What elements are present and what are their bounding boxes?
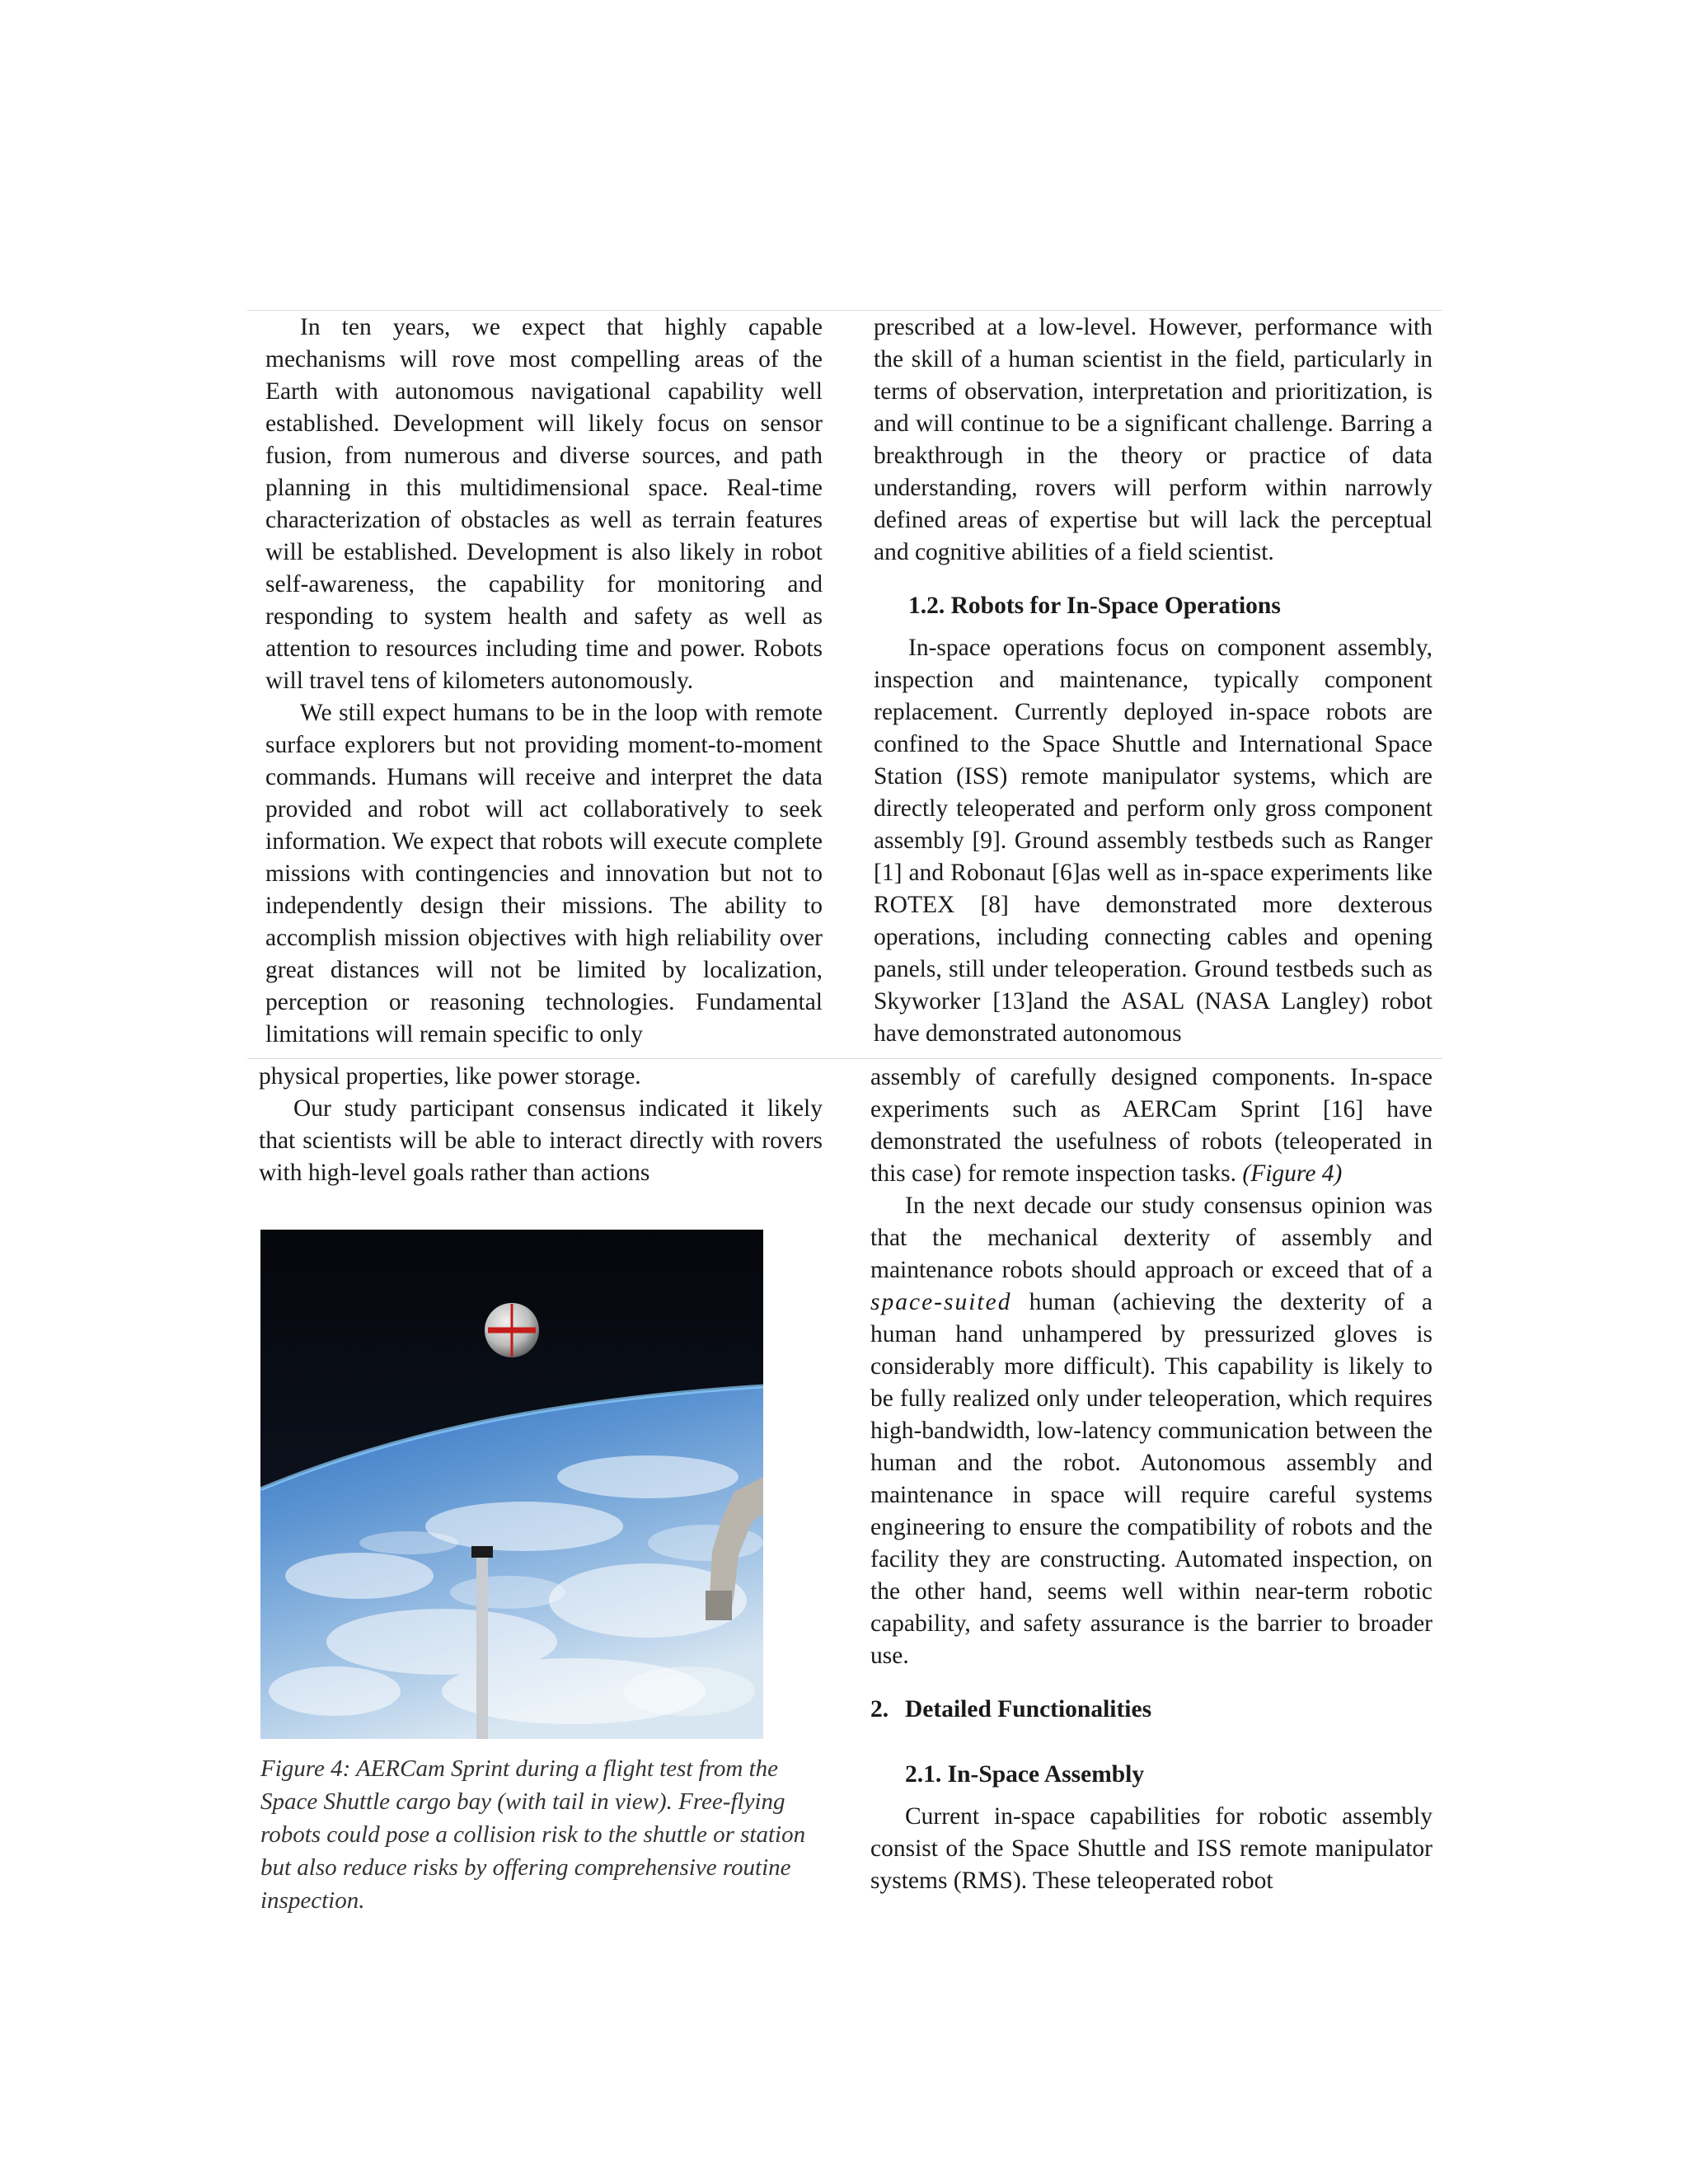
figure-reference[interactable]: (Figure 4) xyxy=(1242,1160,1343,1187)
earth-orbit-photo xyxy=(260,1230,763,1739)
paragraph-text: human (achieving the dexterity of a human hand unhampered by pressurized gloves is considerably more difficult). This capability is likely to be fully realized only under teleoperation, which requires high-bandwidth, low-latency communication between the human and the robot. Autonomous assembly and maintenance in space will require careful systems engineering to ensure the compatibility of robots and the facility they are constructing. Automated inspection, on the other hand, seems well within near-term robotic capability, and safety assurance is the barrier to broader use. xyxy=(870,1289,1433,1669)
paragraph: physical properties, like power storage. xyxy=(259,1063,641,1090)
middle-rule xyxy=(247,1058,1442,1059)
paragraph xyxy=(870,1190,1432,1672)
left-column-lower xyxy=(259,1061,823,1189)
right-column-upper xyxy=(874,312,1432,1050)
paragraph: In ten years, we expect that highly capable mechanisms will rove most compelling areas of the Earth with autonomous navigational capability well established. Development will likely focus on sensor fusion, from numerous and diverse sources, and path planning in this multidimensional space. Real-time characterization of obstacles as well as terrain features will be established. Development is also likely in robot self-awareness, the capability for monitoring and responding to system health and safety as well as attention to resources including time and power. Robots will travel tens of kilometers autonomously. xyxy=(265,314,823,694)
emphasis: space-suited xyxy=(870,1289,1012,1315)
section-heading-2-1: 2.1. In-Space Assembly xyxy=(905,1761,1145,1788)
paragraph: Current in-space capabilities for robotic assembly consist of the Space Shuttle and ISS remote manipulator systems (RMS). These teleoperated robot xyxy=(870,1803,1432,1894)
paragraph: We still expect humans to be in the loop with remote surface explorers but not providing moment-to-moment commands. Humans will receive and interpret the data provided and robot will act collaboratively to seek information. We expect that robots will execute complete missions with contingencies and innovation but not to independently design their missions. The ability to accomplish mission objectives with high reliability over great distances will not be limited by localization, perception or reasoning technologies. Fundamental limitations will remain specific to only xyxy=(265,700,823,1047)
paragraph: Our study participant consensus indicated it likely that scientists will be able to interact directly with rovers with high-level goals rather than actions xyxy=(259,1095,823,1186)
figure-4-image xyxy=(260,1230,763,1739)
top-rule xyxy=(247,310,1442,311)
left-column-upper xyxy=(265,312,823,1051)
section-heading-2 xyxy=(870,1694,1432,1726)
right-column-lower xyxy=(870,1062,1432,1897)
paragraph: prescribed at a low-level. However, performance with the skill of a human scientist in the field, particularly in terms of observation, interpretation and prioritization, is and will continue to be a significant challenge. Barring a breakthrough in the theory or practice of data understanding, rovers will perform within narrowly defined areas of expertise but will lack the perceptual and cognitive abilities of a field scientist. xyxy=(874,314,1432,565)
paragraph-text: In the next decade our study consensus opinion was that the mechanical dexterity of assembly and maintenance robots should approach or exceed that of a xyxy=(870,1193,1432,1283)
paragraph: In-space operations focus on component assembly, inspection and maintenance, typically component replacement. Currently deployed in-space robots are confined to the Space Shuttle and International Space Station (ISS) remote manipulator systems, which are directly teleoperated and perform only gross component assembly [9]. Ground assembly testbeds such as Ranger [1] and Robonaut [6]as well as in-space experiments like ROTEX [8] have demonstrated more dexterous operations, including connecting cables and opening panels, still under teleoperation. Ground testbeds such as Skyworker [13]and the ASAL (NASA Langley) robot have demonstrated autonomous xyxy=(874,635,1432,1047)
caption-text: Figure 4: AERCam Sprint during a flight test from the Space Shuttle cargo bay (with tail in view). Free-flying robots could pose a collision risk to the shuttle or station but also reduce risks by offering comprehensive routine inspection. xyxy=(260,1755,806,1914)
paragraph xyxy=(870,1062,1432,1190)
figure-4-caption xyxy=(260,1752,829,1917)
paragraph-text: assembly of carefully designed components. In-space experiments such as AERCam Sprint [16] have demonstrated the usefulness of robots (teleoperated in this case) for remote inspection tasks. xyxy=(870,1064,1432,1187)
heading-text: Detailed Functionalities xyxy=(905,1696,1152,1722)
heading-number: 2. xyxy=(870,1696,889,1722)
section-heading-1-2: 1.2. Robots for In-Space Operations xyxy=(908,593,1281,619)
